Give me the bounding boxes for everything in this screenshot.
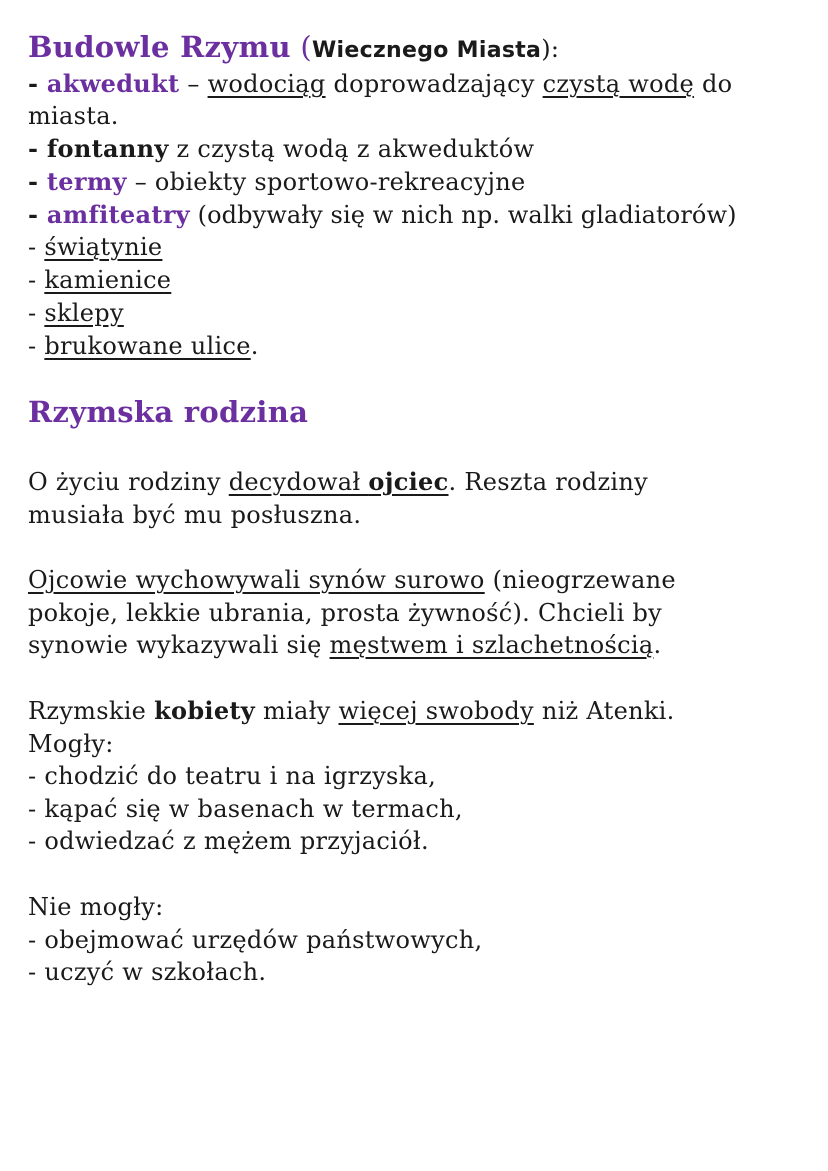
text-fragment: . Reszta rodziny [448,468,649,496]
dash: - [28,134,47,163]
list-item-kamienice [28,264,171,296]
underlined-decydowal: decydował [228,468,369,496]
underlined-decydowal-ojciec [229,468,449,496]
term-termy: termy [46,167,127,196]
family-paragraph-1-line-2: musiała być mu posłuszna. [28,501,362,529]
dash: - [28,69,47,98]
list-item-akwedukt [28,68,732,100]
dash: - [28,299,45,327]
dash: - [28,332,45,360]
underlined-wiecej-swobody: więcej swobody [338,697,534,725]
family-paragraph-2-line-1 [28,564,676,596]
list-item-swiatynie [28,231,162,263]
text-fragment: (odbywały się w nich np. walki gladiatorów) [189,201,737,229]
family-paragraph-1-line-1 [28,466,648,498]
text-fragment: do [694,70,733,98]
text-fragment: synowie wykazywali się [28,631,330,659]
section-title-family: Rzymska rodzina [28,395,309,429]
separator: – [179,70,208,98]
underlined-brukowane-ulice: brukowane ulice [44,332,251,360]
heading-subtitle: Wiecznego Miasta [311,38,542,63]
heading-paren-open: ( [290,30,312,64]
can-list-item: - kąpać się w basenach w termach, [28,795,463,823]
underlined-mestwem: męstwem i szlachetnością [329,631,654,659]
list-item-akwedukt-continued: miasta. [28,102,119,130]
can-list-item: - chodzić do teatru i na igrzyska, [28,762,437,790]
text-fragment: . [653,631,662,659]
text-fragment: doprowadzający [325,70,543,98]
underlined-swiatynie: świątynie [44,233,163,261]
text-fragment: . [250,332,259,360]
buildings-heading-line [28,31,559,67]
text-fragment: niż Atenki. [533,697,675,725]
family-paragraph-2-line-3 [28,629,661,661]
family-paragraph-2-line-2: pokoje, lekkie ubrania, prosta żywność). Chcieli by [28,599,663,627]
term-fontanny: fontanny [46,134,169,163]
list-item-termy [28,166,526,198]
text-fragment: Rzymskie [28,697,155,725]
list-item-amfiteatry [28,199,737,231]
dash: - [28,266,45,294]
underlined-wodociag: wodociąg [207,70,326,98]
text-fragment: miały [255,697,339,725]
list-item-sklepy [28,297,124,329]
dash: - [28,200,47,229]
text-fragment: O życiu rodziny [28,468,229,496]
cannot-list-item: - obejmować urzędów państwowych, [28,926,483,954]
dash: - [28,167,47,196]
bold-kobiety: kobiety [154,696,256,725]
term-akwedukt: akwedukt [46,69,180,98]
cannot-list-item: - uczyć w szkołach. [28,958,267,986]
section-title-buildings: Budowle Rzymu [28,30,291,64]
list-item-fontanny [28,133,534,165]
list-item-brukowane-ulice [28,330,259,362]
text-fragment: – obiekty sportowo-rekreacyjne [126,168,526,196]
family-paragraph-3-line-1 [28,695,675,727]
underlined-czysta-wode: czystą wodę [542,70,695,98]
bold-ojciec: ojciec [368,467,449,496]
underlined-kamienice: kamienice [44,266,172,294]
family-paragraph-3-line-2: Mogły: [28,730,114,758]
can-list-item: - odwiedzać z mężem przyjaciół. [28,827,429,855]
underlined-sklepy: sklepy [44,299,124,327]
term-amfiteatry: amfiteatry [46,200,190,229]
text-fragment: (nieogrzewane [484,566,676,594]
dash: - [28,233,45,261]
heading-paren-close: ): [541,35,560,63]
underlined-ojcowie-wychowywali: Ojcowie wychowywali synów surowo [28,566,485,594]
cannot-label: Nie mogły: [28,893,164,921]
text-fragment: z czystą wodą z akweduktów [168,135,535,163]
